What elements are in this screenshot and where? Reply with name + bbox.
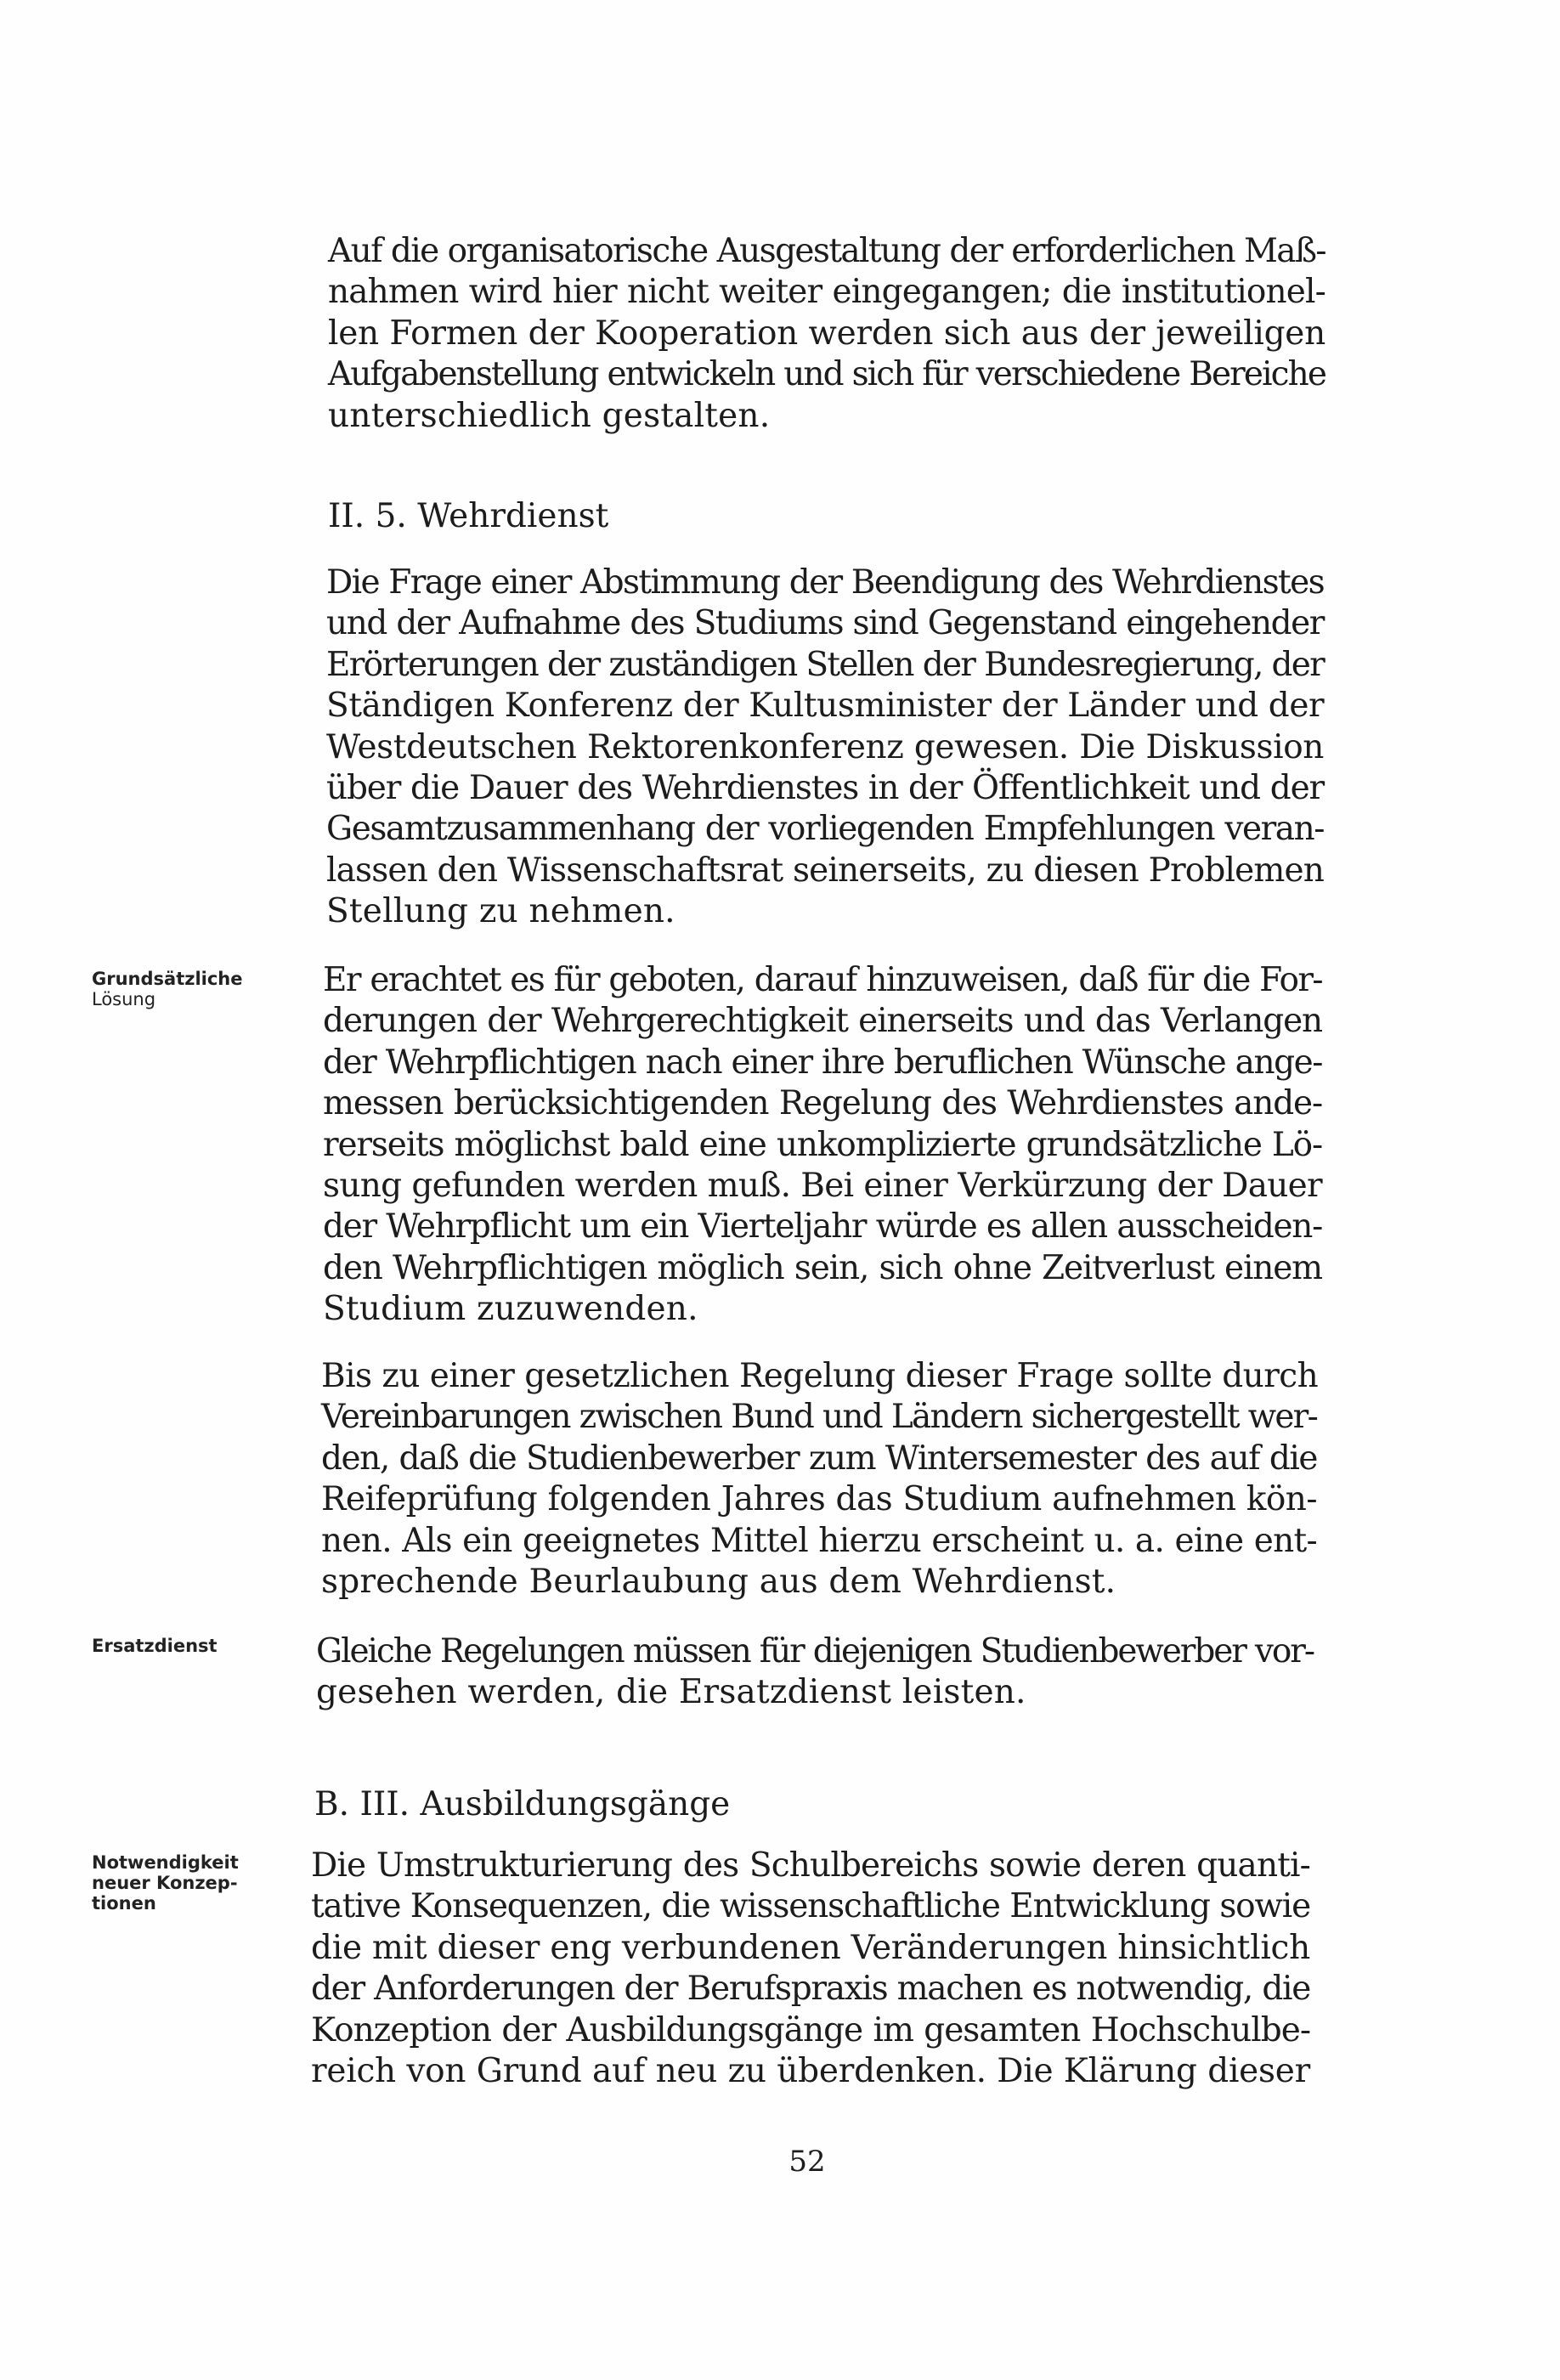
text-line: Reifeprüfung folgenden Jahres das Studium aufnehmen kön- <box>321 1480 1317 1519</box>
text-line: reich von Grund auf neu zu überdenken. Die Klärung dieser <box>311 2052 1310 2091</box>
text-line: sprechende Beurlaubung aus dem Wehrdienst. <box>321 1563 1116 1602</box>
text-line: Ständigen Konferenz der Kultusminister der Länder und der <box>326 687 1325 726</box>
text-line: nen. Als ein geeignetes Mittel hierzu erscheint u. a. eine ent- <box>321 1521 1317 1560</box>
margin-note-notwendigkeit <box>92 1852 270 1914</box>
text-line: derungen der Wehrgerechtigkeit einerseits und das Verlangen <box>323 1002 1322 1041</box>
text-line: rerseits möglichst bald eine unkomplizierte grundsätzliche Lö- <box>323 1125 1322 1164</box>
text-line: Westdeutschen Rektorenkonferenz gewesen. Die Diskussion <box>326 727 1324 766</box>
paragraph-abstimmung <box>326 562 1324 933</box>
margin-note-line: Notwendigkeit <box>92 1852 239 1873</box>
text-line: Die Umstrukturierung des Schulbereichs sowie deren quanti- <box>311 1846 1310 1885</box>
text-line: der Anforderungen der Berufspraxis machen es notwendig, die <box>311 1970 1310 2009</box>
margin-note-line: Grundsätzliche <box>92 969 243 989</box>
text-line: Aufgabenstellung entwickeln und sich für verschiedene Bereiche <box>328 355 1325 394</box>
margin-note-line: Lösung <box>92 989 156 1009</box>
text-line: Auf die organisatorische Ausgestaltung der erforderlichen Maß- <box>328 232 1325 270</box>
section-heading-wehrdienst: II. 5. Wehrdienst <box>328 497 609 535</box>
paragraph-wehrgerechtigkeit <box>323 960 1322 1331</box>
text-line: Studium zuzuwenden. <box>323 1290 698 1329</box>
text-line: unterschiedlich gestalten. <box>328 396 771 435</box>
margin-note-line: tionen <box>92 1893 156 1914</box>
text-line: Er erachtet es für geboten, darauf hinzuweisen, daß für die For- <box>323 961 1322 999</box>
text-line: Stellung zu nehmen. <box>326 892 675 931</box>
text-line: die mit dieser eng verbundenen Veränderungen hinsichtlich <box>311 1928 1311 1967</box>
page-number: 52 <box>788 2145 826 2179</box>
margin-note-grundsaetzliche-loesung <box>92 969 270 1009</box>
text-line: Gleiche Regelungen müssen für diejenigen Studienbewerber vor- <box>316 1632 1314 1671</box>
text-line: messen berücksichtigenden Regelung des Wehrdienstes ande- <box>323 1084 1322 1123</box>
text-line: Gesamtzusammenhang der vorliegenden Empfehlungen veran- <box>326 810 1324 849</box>
text-line: Die Frage einer Abstimmung der Beendigung des Wehrdienstes <box>326 563 1324 602</box>
section-heading-ausbildungsgaenge: B. III. Ausbildungsgänge <box>314 1785 731 1823</box>
margin-note-ersatzdienst <box>92 1636 270 1656</box>
margin-note-line: neuer Konzep- <box>92 1873 238 1893</box>
text-line: tative Konsequenzen, die wissenschaftliche Entwicklung sowie <box>311 1887 1310 1926</box>
paragraph-ersatzdienst <box>316 1631 1314 1714</box>
text-line: gesehen werden, die Ersatzdienst leisten. <box>316 1673 1026 1712</box>
text-line: Erörterungen der zuständigen Stellen der Bundesregierung, der <box>326 645 1324 684</box>
text-line: und der Aufnahme des Studiums sind Gegenstand eingehender <box>326 604 1324 643</box>
text-line: len Formen der Kooperation werden sich aus der jeweiligen <box>328 314 1325 353</box>
paragraph-umstrukturierung <box>311 1846 1310 2092</box>
text-line: sung gefunden werden muß. Bei einer Verkürzung der Dauer <box>323 1167 1322 1206</box>
text-line: den Wehrpflichtigen möglich sein, sich ohne Zeitverlust einem <box>323 1248 1322 1287</box>
text-line: über die Dauer des Wehrdienstes in der Öffentlichkeit und der <box>326 769 1324 808</box>
text-line: den, daß die Studienbewerber zum Wintersemester des auf die <box>321 1439 1317 1478</box>
text-line: lassen den Wissenschaftsrat seinerseits, zu diesen Problemen <box>326 851 1324 890</box>
text-line: der Wehrpflichtigen nach einer ihre beruflichen Wünsche ange- <box>323 1043 1322 1082</box>
text-line: Vereinbarungen zwischen Bund und Ländern sichergestellt wer- <box>321 1398 1317 1437</box>
text-line: Konzeption der Ausbildungsgänge im gesamten Hochschulbe- <box>311 2010 1310 2049</box>
text-line: der Wehrpflicht um ein Vierteljahr würde es allen ausscheiden- <box>323 1207 1322 1247</box>
margin-note-line: Ersatzdienst <box>92 1636 218 1656</box>
text-line: nahmen wird hier nicht weiter eingegangen; die institutionel- <box>328 273 1325 312</box>
text-line: Bis zu einer gesetzlichen Regelung dieser Frage sollte durch <box>321 1357 1319 1395</box>
paragraph-kooperation <box>328 231 1325 437</box>
paragraph-gesetzliche-regelung <box>321 1356 1317 1603</box>
